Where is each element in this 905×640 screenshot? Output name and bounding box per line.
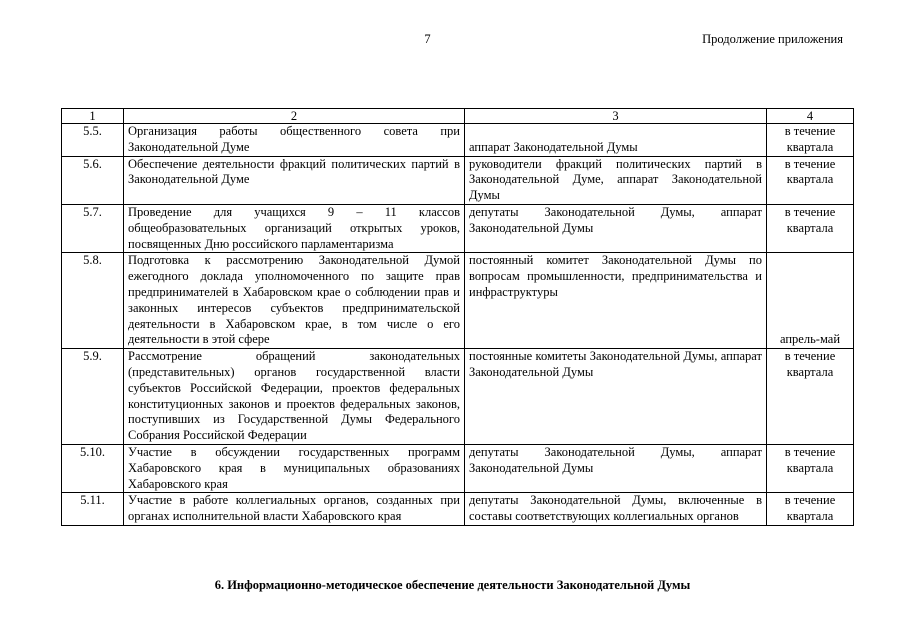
responsible-cell: депутаты Законодательной Думы, включенные в составы соответствующих коллегиальных органов <box>465 493 767 526</box>
table-row <box>62 493 854 526</box>
row-number: 5.9. <box>62 349 124 445</box>
event-cell: Участие в обсуждении государственных программ Хабаровского края в муниципальных образованиях Хабаровского края <box>124 444 465 492</box>
section-heading: 6. Информационно-методическое обеспечение деятельности Законодательной Думы <box>214 578 691 592</box>
table-row <box>62 124 854 157</box>
responsible-cell: постоянный комитет Законодательной Думы по вопросам промышленности, предпринимательства и инфраструктуры <box>465 253 767 349</box>
event-cell: Проведение для учащихся 9 – 11 классов общеобразовательных организаций открытых уроков, посвященных Дню российского парламентаризма <box>124 204 465 252</box>
event-cell: Подготовка к рассмотрению Законодательной Думой ежегодного доклада уполномоченного по защите прав предпринимателей в Хабаровском крае о соблюдении прав и законных интересов субъектов предпринимательской деятельности в Хабаровском крае, в том числе о его деятельности в этой сфере <box>124 253 465 349</box>
row-number: 5.5. <box>62 124 124 157</box>
row-number: 5.11. <box>62 493 124 526</box>
row-number: 5.7. <box>62 204 124 252</box>
table-row <box>62 253 854 349</box>
term-cell: в течение квартала <box>767 156 854 204</box>
table-row <box>62 156 854 204</box>
event-cell: Рассмотрение обращений законодательных (представительных) органов государственной власти субъектов Российской Федерации, проектов федеральных конституционных законов и проектов федеральных законов, поступивших из Государственной Думы Федерального Собрания Российской Федерации <box>124 349 465 445</box>
term-cell: в течение квартала <box>767 349 854 445</box>
column-header: 3 <box>465 109 767 124</box>
continuation-label: Продолжение приложения <box>702 32 843 46</box>
responsible-text: аппарат Законодательной Думы <box>469 139 638 154</box>
page-number: 7 <box>424 32 431 46</box>
table-header-row <box>62 109 854 124</box>
column-header: 4 <box>767 109 854 124</box>
event-cell: Участие в работе коллегиальных органов, созданных при органах исполнительной власти Хабаровского края <box>124 493 465 526</box>
event-cell: Организация работы общественного совета при Законодательной Думе <box>124 124 465 157</box>
responsible-cell: постоянные комитеты Законодательной Думы, аппарат Законодательной Думы <box>465 349 767 445</box>
term-cell: в течение квартала <box>767 493 854 526</box>
table-row <box>62 349 854 445</box>
column-header: 2 <box>124 109 465 124</box>
term-cell: апрель-май <box>767 253 854 349</box>
term-cell: в течение квартала <box>767 204 854 252</box>
row-number: 5.8. <box>62 253 124 349</box>
column-header: 1 <box>62 109 124 124</box>
row-number: 5.6. <box>62 156 124 204</box>
event-cell: Обеспечение деятельности фракций политических партий в Законодательной Думе <box>124 156 465 204</box>
term-cell: в течение квартала <box>767 444 854 492</box>
term-cell: в течение квартала <box>767 124 854 157</box>
responsible-cell: руководители фракций политических партий в Законодательной Думе, аппарат Законодательной Думы <box>465 156 767 204</box>
responsible-cell <box>465 124 767 157</box>
table-row <box>62 204 854 252</box>
responsible-cell: депутаты Законодательной Думы, аппарат Законодательной Думы <box>465 444 767 492</box>
table-row <box>62 444 854 492</box>
row-number: 5.10. <box>62 444 124 492</box>
plan-table <box>61 108 854 526</box>
responsible-cell: депутаты Законодательной Думы, аппарат Законодательной Думы <box>465 204 767 252</box>
